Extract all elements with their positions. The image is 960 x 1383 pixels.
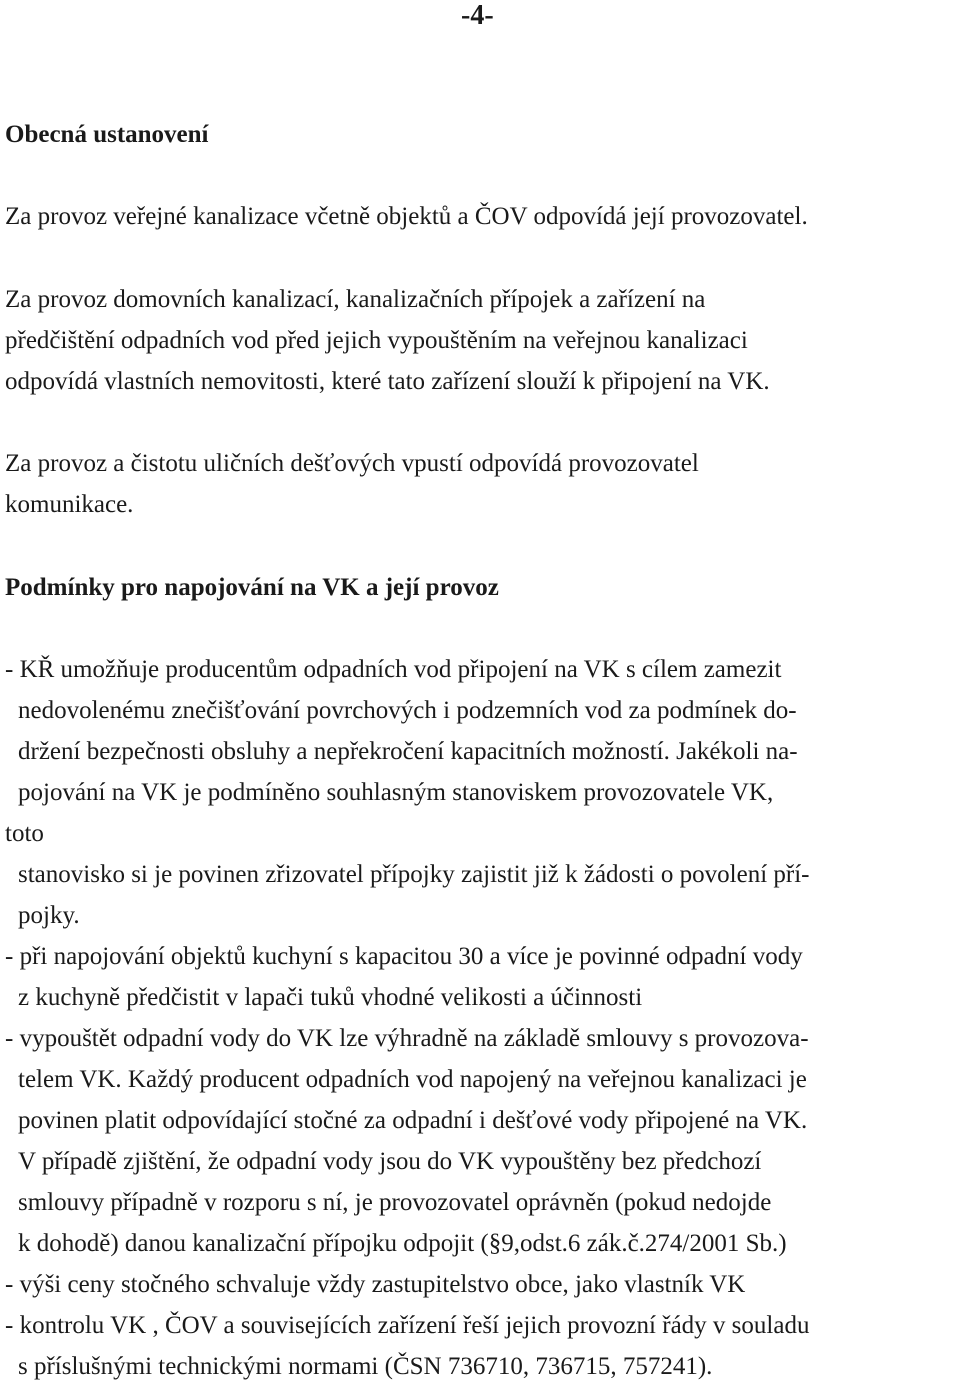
conditions-line: telem VK. Každý producent odpadních vod napojený na veřejnou kanalizaci je	[18, 1066, 807, 1093]
paragraph-operator: Za provoz veřejné kanalizace včetně objektů a ČOV odpovídá její provozovatel.	[5, 203, 808, 230]
conditions-line: nedovolenému znečišťování povrchových i podzemních vod za podmínek do-	[18, 697, 797, 724]
paragraph-domestic-line-3: odpovídá vlastních nemovitosti, které tato zařízení slouží k připojení na VK.	[5, 368, 770, 395]
paragraph-domestic-line-1: Za provoz domovních kanalizací, kanalizačních přípojek a zařízení na	[5, 286, 706, 313]
conditions-line: k dohodě) danou kanalizační přípojku odpojit (§9,odst.6 zák.č.274/2001 Sb.)	[18, 1230, 787, 1257]
conditions-line: smlouvy případně v rozporu s ní, je provozovatel oprávněn (pokud nedojde	[18, 1189, 772, 1216]
conditions-line: pojování na VK je podmíněno souhlasným stanoviskem provozovatele VK,	[18, 779, 774, 806]
section-heading-conditions: Podmínky pro napojování na VK a její provoz	[5, 574, 499, 601]
conditions-line: - výši ceny stočného schvaluje vždy zastupitelstvo obce, jako vlastník VK	[5, 1271, 746, 1298]
section-heading-general: Obecná ustanovení	[5, 121, 209, 148]
conditions-line: držení bezpečnosti obsluhy a nepřekročení kapacitních možností. Jakékoli na-	[18, 738, 798, 765]
paragraph-domestic-line-2: předčištění odpadních vod před jejich vypouštěním na veřejnou kanalizaci	[5, 327, 748, 354]
conditions-line: V případě zjištění, že odpadní vody jsou do VK vypouštěny bez předchozí	[18, 1148, 762, 1175]
conditions-line: povinen platit odpovídající stočné za odpadní i dešťové vody připojené na VK.	[18, 1107, 808, 1134]
conditions-line: - při napojování objektů kuchyní s kapacitou 30 a více je povinné odpadní vody	[5, 943, 803, 970]
conditions-line: z kuchyně předčistit v lapači tuků vhodné velikosti a účinnosti	[18, 984, 643, 1011]
conditions-line: pojky.	[18, 902, 80, 929]
conditions-line: - vypouštět odpadní vody do VK lze výhradně na základě smlouvy s provozova-	[5, 1025, 809, 1052]
conditions-line: stanovisko si je povinen zřizovatel přípojky zajistit již k žádosti o povolení pří-	[18, 861, 810, 888]
conditions-line: - KŘ umožňuje producentům odpadních vod připojení na VK s cílem zamezit	[5, 656, 782, 683]
conditions-line: - kontrolu VK , ČOV a souvisejících zařízení řeší jejich provozní řády v souladu	[5, 1312, 810, 1339]
page-number: -4-	[461, 0, 494, 31]
conditions-line: s příslušnými technickými normami (ČSN 736710, 736715, 757241).	[18, 1353, 713, 1380]
paragraph-storm-line-2: komunikace.	[5, 491, 134, 518]
paragraph-storm-line-1: Za provoz a čistotu uličních dešťových vpustí odpovídá provozovatel	[5, 450, 699, 477]
conditions-line: toto	[5, 820, 44, 847]
